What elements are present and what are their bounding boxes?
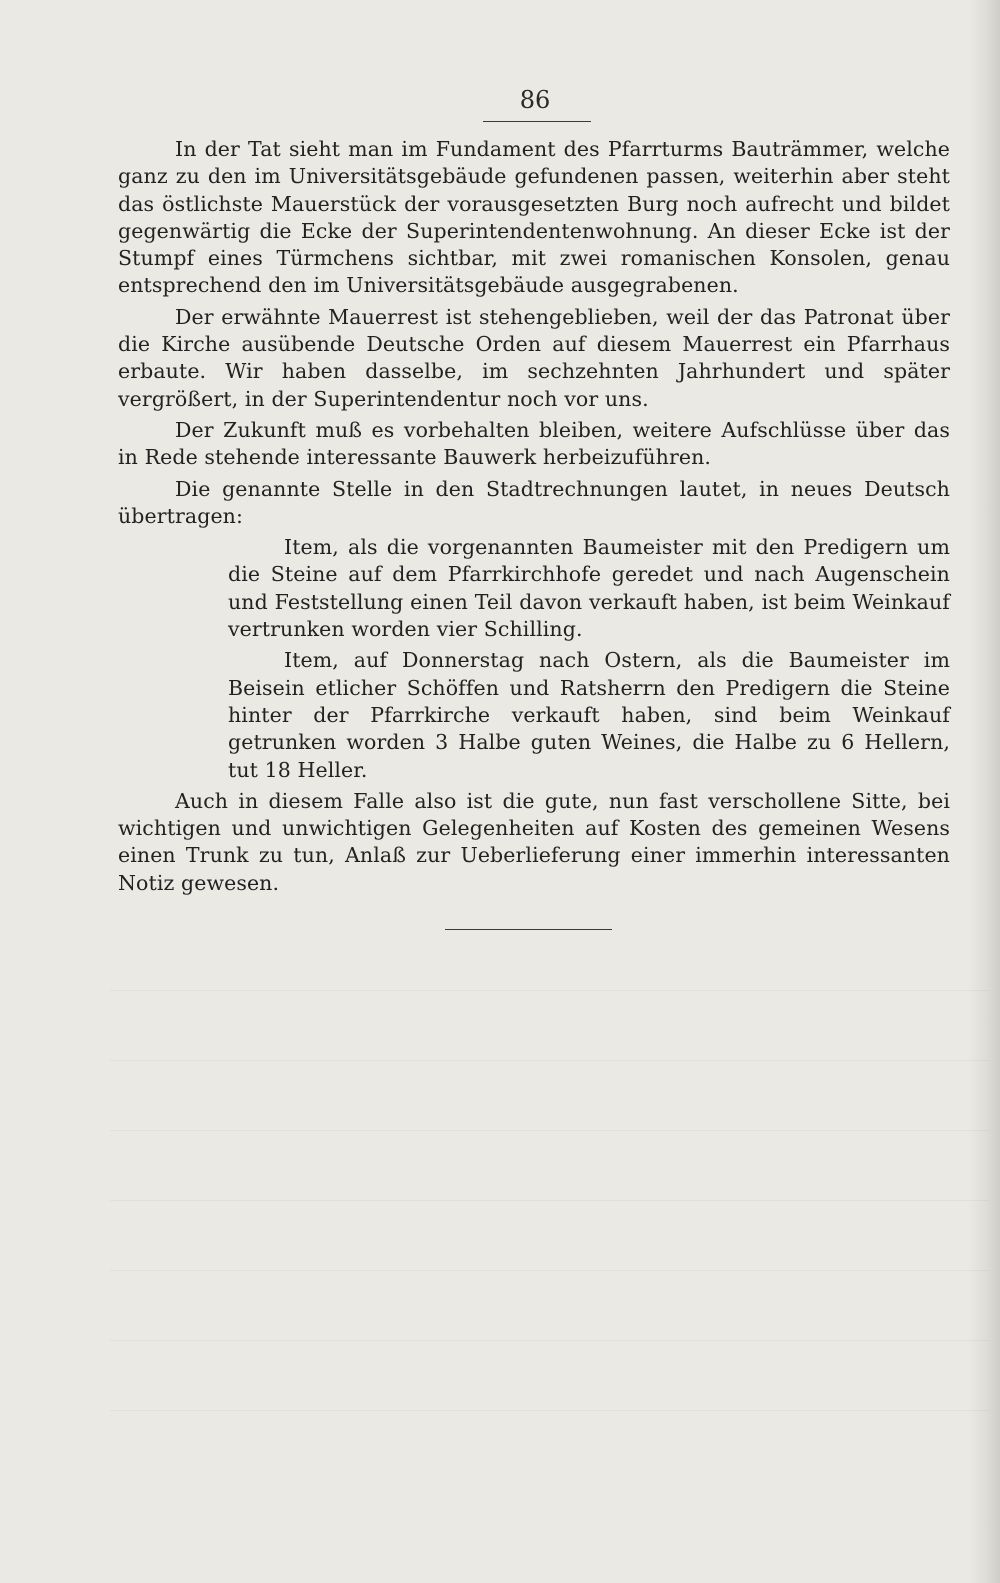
page-edge-shadow [968,0,1000,1583]
bleed-through-line [110,1270,990,1271]
bleed-through-line [110,1060,990,1061]
paragraph-fundament: In der Tat sieht man im Fundament des Pfarrturms Bauträmmer, welche ganz zu den im Universitätsgebäude gefundenen passen, weiterhin aber steht das östlichste Mauerstück der vorausgesetzten Burg noch aufrecht und bildet gegenwärtig die Ecke der Superintendentenwohnung. An dieser Ecke ist der Stumpf eines Türmchens sichtbar, mit zwei romanischen Konsolen, genau entsprechend den im Universitätsgebäude ausgegrabenen. [118,137,950,298]
paragraph-stadtrechnungen: Die genannte Stelle in den Stadtrechnungen lautet, in neues Deutsch übertragen: [118,476,950,528]
header-rule [483,121,591,122]
quote-item-2: Item, auf Donnerstag nach Ostern, als die Baumeister im Beisein etlicher Schöffen und Ratsherrn den Predigern die Steine hinter der Pfarrkirche verkauft haben, sind beim Weinkauf getrunken worden 3 Halbe guten Weines, die Halbe zu 6 Hellern, tut 18 Heller. [228,648,950,782]
quote-item-1: Item, als die vorgenannten Baumeister mit den Predigern um die Steine auf dem Pfarrkirchhofe geredet und nach Augenschein und Feststellung einen Teil davon verkauft haben, ist beim Weinkauf vertrunken worden vier Schilling. [228,535,950,642]
bleed-through-line [110,990,990,991]
paragraph-closing: Auch in diesem Falle also ist die gute, nun fast verschollene Sitte, bei wichtigen und unwichtigen Gelegenheiten auf Kosten des gemeinen Wesens einen Trunk zu tun, Anlaß zur Ueberlieferung einer immerhin interessanten Notiz gewesen. [118,788,950,895]
bleed-through-line [110,1340,990,1341]
bleed-through-line [110,1130,990,1131]
body-text [118,136,950,901]
section-end-rule [445,929,612,930]
paragraph-zukunft: Der Zukunft muß es vorbehalten bleiben, weitere Aufschlüsse über das in Rede stehende interessante Bauwerk herbeizuführen. [118,417,950,470]
bleed-through-line [110,1410,990,1411]
bleed-through-line [110,1200,990,1201]
paragraph-mauerrest: Der erwähnte Mauerrest ist stehengeblieben, weil der das Patronat über die Kirche ausübende Deutsche Orden auf diesem Mauerrest ein Pfarrhaus erbaute. Wir haben dasselbe, im sechzehnten Jahrhundert und später vergrößert, in der Superintendentur noch vor uns. [118,304,950,411]
page-number: 86 [519,86,551,114]
